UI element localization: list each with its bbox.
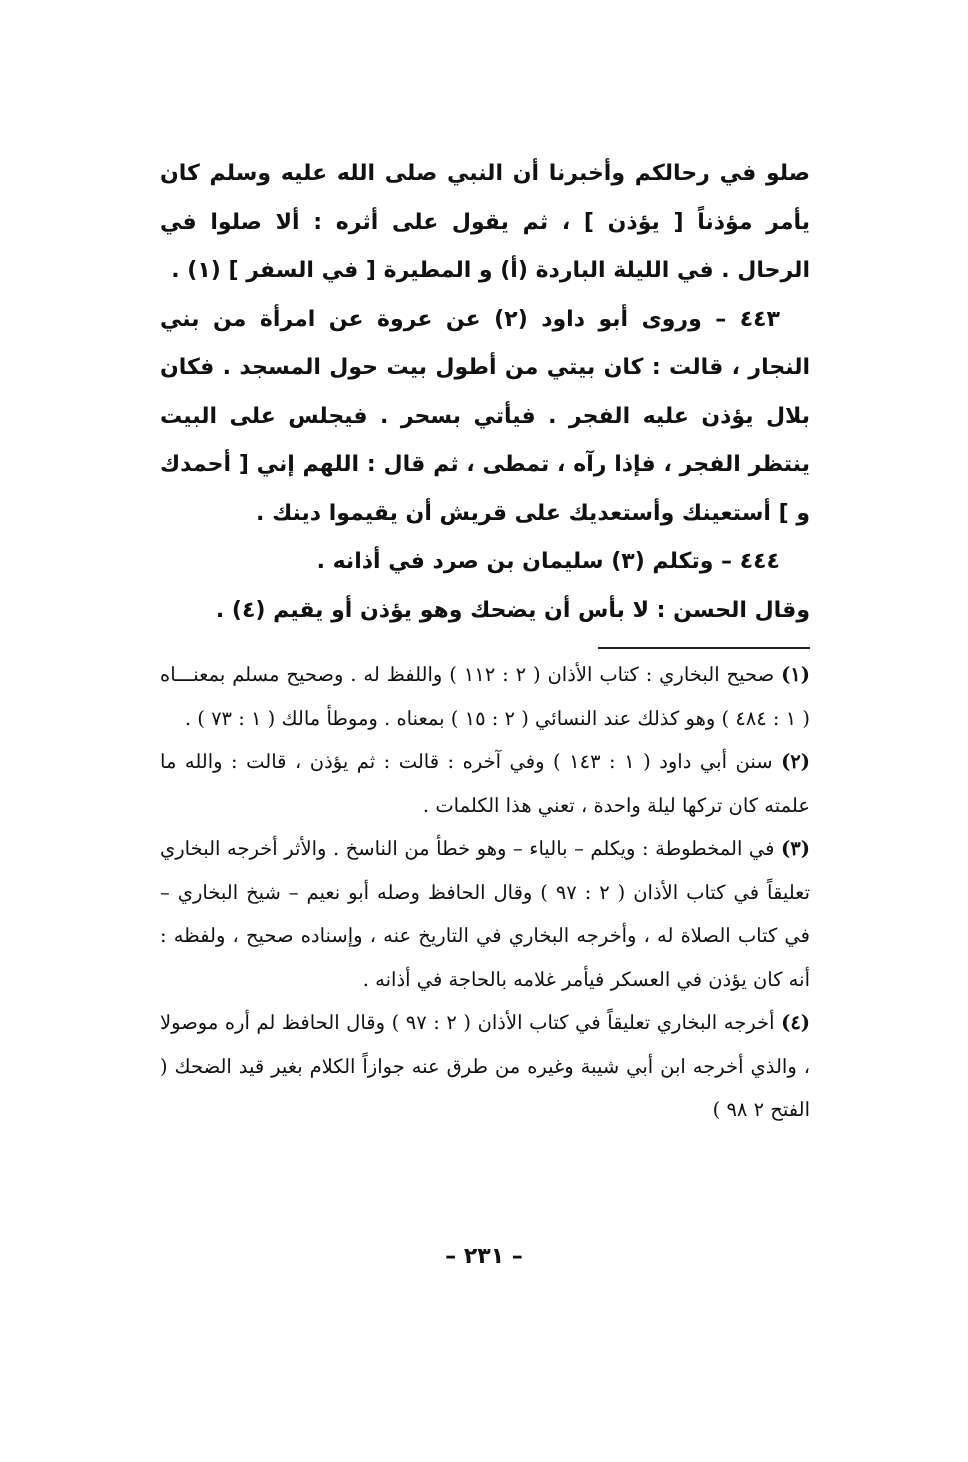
footnote-text: صحيح البخاري : كتاب الأذان ( ٢ : ١١٢ ) واللفظ له . وصحيح مسلم بمعنـــاه ( ١ : ٤٨٤ ) وهو كذلك عند النسائي ( ٢ : ١٥ ) بمعناه . وموطأ مالك ( ١ : ٧٣ ) . [160, 663, 810, 730]
page-number: – ٢٣١ – [445, 1244, 523, 1269]
page-body [160, 150, 810, 1132]
main-paragraph: صلو في رحالكم وأخبرنا أن النبي صلى الله عليه وسلم كان يأمر مؤذناً [ يؤذن ] ، ثم يقول على أثره : ألا صلوا في الرحال . في الليلة الباردة (أ) و المطيرة [ في السفر ] (١) . [160, 161, 810, 283]
footnote-number: (١) [781, 663, 811, 686]
footnote-text: في المخطوطة : ويكلم – بالياء – وهو خطأ من الناسخ . والأثر أخرجه البخاري تعليقاً في كتاب الأذان ( ٢ : ٩٧ ) وقال الحافظ وصله أبو نعيم – شيخ البخاري – في كتاب الصلاة له ، وأخرجه البخاري في التاريخ عنه ، وإسناده صحيح ، ولفظه : أنه كان يؤذن في العسكر فيأمر غلامه بالحاجة في أذانه . [160, 837, 810, 991]
footnote [160, 827, 810, 1001]
footnote-separator [598, 647, 810, 649]
footnote [160, 740, 810, 827]
footnote-text: سنن أبي داود ( ١ : ١٤٣ ) وفي آخره : قالت : ثم يؤذن ، قالت : والله ما علمته كان تركها ليلة واحدة ، تعني هذا الكلمات . [160, 750, 810, 817]
main-paragraph: وقال الحسن : لا بأس أن يضحك وهو يؤذن أو يقيم (٤) . [215, 597, 810, 623]
footnote [160, 653, 810, 740]
footnote-text: أخرجه البخاري تعليقاً في كتاب الأذان ( ٢ : ٩٧ ) وقال الحافظ لم أره موصولا ، والذي أخرجه ابن أبي شيبة وغيره من طرق عنه جوازاً الكلام بغير قيد الضحك ( الفتح ٢ ٩٨ ) [160, 1011, 810, 1121]
footnote-number: (٤) [781, 1011, 811, 1034]
footnote [160, 1001, 810, 1132]
footnote-number: (٢) [781, 750, 811, 773]
footnote-number: (٣) [781, 837, 810, 860]
main-paragraph: ٤٤٤ – وتكلم (٣) سليمان بن صرد في أذانه . [316, 549, 780, 574]
footnotes [160, 653, 810, 1132]
main-text [160, 150, 810, 635]
main-paragraph: ٤٤٣ – وروى أبو داود (٢) عن عروة عن امرأة من بني النجار ، قالت : كان بيتي من أطول بيت حول المسجد . فكان بلال يؤذن عليه الفجر . فيأتي بسحر . فيجلس على البيت ينتظر الفجر ، فإذا رآه ، تمطى ، ثم قال : اللهم إني [ أحمدك و ] أستعينك وأستعديك على قريش أن يقيموا دينك . [160, 306, 810, 526]
